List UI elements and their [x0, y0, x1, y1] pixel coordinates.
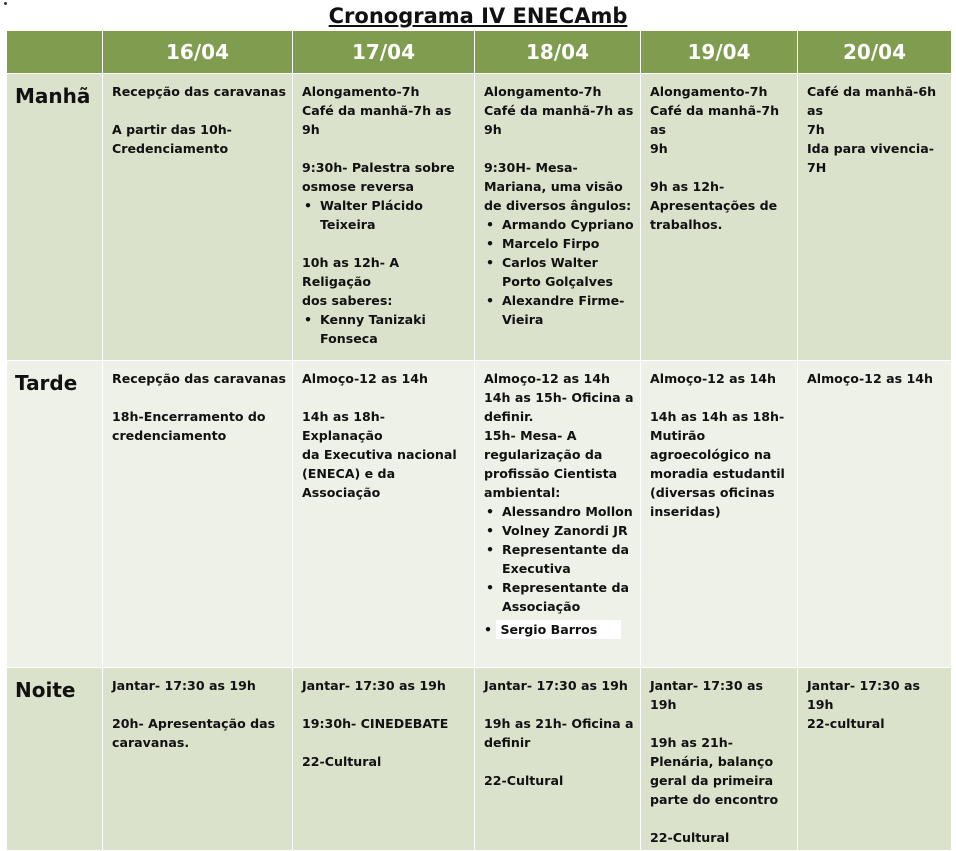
schedule-line: Alongamento-7h: [302, 84, 420, 99]
schedule-line: Recepção das caravanas: [112, 371, 286, 386]
schedule-cell: [475, 668, 641, 851]
schedule-line: osmose reversa: [302, 179, 415, 194]
period-label: Noite: [7, 668, 103, 851]
schedule-cell: [293, 668, 475, 851]
extra-speaker: Sergio Barros: [496, 620, 621, 639]
schedule-line: caravanas.: [112, 735, 190, 750]
speaker-item: • Walter Plácido Teixeira: [302, 196, 468, 234]
schedule-line: 9h as 12h-: [650, 179, 725, 194]
speaker-item: • Marcelo Firpo: [484, 234, 634, 253]
schedule-cell: [798, 668, 952, 851]
schedule-line: 22-Cultural: [302, 754, 382, 769]
schedule-line: Recepção das caravanas: [112, 84, 286, 99]
schedule-cell: [103, 668, 293, 851]
schedule-line: 20h- Apresentação das: [112, 716, 276, 731]
schedule-line: [302, 733, 468, 752]
schedule-line: Almoço-12 as 14h: [484, 371, 610, 386]
schedule-line: [650, 714, 791, 733]
schedule-line: 15h- Mesa- A: [484, 428, 577, 443]
schedule-line: 14h as 15h- Oficina a: [484, 390, 634, 405]
schedule-line: 19:30h- CINEDEBATE: [302, 716, 449, 731]
schedule-line: profissão Cientista: [484, 466, 618, 481]
schedule-cell: [293, 74, 475, 361]
day-header: 16/04: [103, 31, 293, 74]
schedule-line: (ENECA) e da Associação: [302, 466, 396, 500]
schedule-line: Jantar- 17:30 as 19h: [807, 678, 920, 712]
schedule-line: [302, 388, 468, 407]
schedule-line: [484, 695, 634, 714]
schedule-line: [650, 809, 791, 828]
schedule-line: ambiental:: [484, 485, 561, 500]
speaker-list: [302, 310, 468, 348]
schedule-cell: [641, 74, 798, 361]
schedule-line: [302, 695, 468, 714]
schedule-line: de diversos ângulos:: [484, 198, 632, 213]
schedule-cell: [798, 361, 952, 668]
day-header: 17/04: [293, 31, 475, 74]
schedule-line: Café da manhã-7h as: [484, 103, 634, 118]
schedule-line: Almoço-12 as 14h: [302, 371, 428, 386]
schedule-line: parte do encontro: [650, 792, 779, 807]
speaker-item: • Alessandro Mollon: [484, 502, 634, 521]
schedule-line: 9h: [650, 141, 668, 156]
schedule-line: regularização da: [484, 447, 603, 462]
schedule-cell: [641, 361, 798, 668]
schedule-table: [6, 30, 952, 851]
schedule-line: geral da primeira: [650, 773, 774, 788]
schedule-line: [112, 695, 286, 714]
schedule-row: [7, 74, 952, 361]
speaker-item: • Kenny Tanizaki Fonseca: [302, 310, 468, 348]
schedule-line: A partir das 10h-: [112, 122, 232, 137]
schedule-line: Alongamento-7h: [484, 84, 602, 99]
speaker-item: • Representante da Executiva: [484, 540, 634, 578]
period-label: Manhã: [7, 74, 103, 361]
schedule-line: 9:30H- Mesa-: [484, 160, 578, 175]
day-header: 19/04: [641, 31, 798, 74]
schedule-line: Café da manhã-6h as: [807, 84, 937, 118]
speaker-item: • Volney Zanordi JR: [484, 521, 634, 540]
schedule-line: 14h as 18h- Explanação: [302, 409, 385, 443]
schedule-row: [7, 668, 952, 851]
speaker-list: [302, 196, 468, 234]
day-header: 20/04: [798, 31, 952, 74]
schedule-line: Plenária, balanço: [650, 754, 774, 769]
schedule-line: trabalhos.: [650, 217, 723, 232]
schedule-line: Jantar- 17:30 as 19h: [112, 678, 256, 693]
schedule-line: [302, 139, 468, 158]
schedule-line: 10h as 12h- A Religação: [302, 255, 400, 289]
schedule-cell: [103, 361, 293, 668]
schedule-line: [112, 101, 286, 120]
schedule-line: 14h as 14h as 18h-: [650, 409, 785, 424]
schedule-line: [650, 158, 791, 177]
schedule-line: moradia estudantil: [650, 466, 785, 481]
schedule-line: Jantar- 17:30 as 19h: [302, 678, 446, 693]
page-title: Cronograma IV ENECAmb: [328, 4, 628, 28]
schedule-cell: [798, 74, 952, 361]
schedule-line: Café da manhã-7h as: [650, 103, 780, 137]
schedule-line: 7H: [807, 160, 827, 175]
schedule-line: definir: [484, 735, 531, 750]
schedule-line: da Executiva nacional: [302, 447, 457, 462]
schedule-line: Jantar- 17:30 as 19h: [650, 678, 763, 712]
speaker-item: • Representante da Associação: [484, 578, 634, 616]
schedule-line: [484, 752, 634, 771]
schedule-line: Mariana, uma visão: [484, 179, 623, 194]
schedule-line: 19h as 21h-: [650, 735, 733, 750]
schedule-line: Almoço-12 as 14h: [650, 371, 776, 386]
schedule-line: (diversas oficinas: [650, 485, 775, 500]
schedule-cell: [103, 74, 293, 361]
schedule-line: [650, 388, 791, 407]
schedule-line: 22-Cultural: [484, 773, 564, 788]
speaker-item: • Armando Cypriano: [484, 215, 634, 234]
schedule-line: Café da manhã-7h as 9h: [302, 103, 452, 137]
schedule-line: [484, 139, 634, 158]
schedule-cell: [293, 361, 475, 668]
schedule-line: 9:30h- Palestra sobre: [302, 160, 455, 175]
schedule-line: dos saberes:: [302, 293, 393, 308]
schedule-cell: [641, 668, 798, 851]
schedule-line: definir.: [484, 409, 534, 424]
schedule-line: Credenciamento: [112, 141, 229, 156]
schedule-line: 9h: [484, 122, 502, 137]
schedule-line: agroecológico na: [650, 447, 772, 462]
schedule-line: Almoço-12 as 14h: [807, 371, 933, 386]
speaker-item: • Alexandre Firme-Vieira: [484, 291, 634, 329]
schedule-line: 19h as 21h- Oficina a: [484, 716, 634, 731]
speaker-list: [484, 502, 634, 616]
schedule-line: [302, 234, 468, 253]
schedule-line: Alongamento-7h: [650, 84, 768, 99]
schedule-line: 7h: [807, 122, 825, 137]
schedule-line: Ida para vivencia-: [807, 141, 934, 156]
schedule-cell: [475, 74, 641, 361]
day-header: 18/04: [475, 31, 641, 74]
schedule-line: [112, 388, 286, 407]
schedule-line: Mutirão: [650, 428, 706, 443]
schedule-line: Apresentações de: [650, 198, 778, 213]
speaker-item: • Carlos Walter Porto Golçalves: [484, 253, 634, 291]
schedule-line: 18h-Encerramento do: [112, 409, 266, 424]
schedule-line: Jantar- 17:30 as 19h: [484, 678, 628, 693]
schedule-cell: Almoço-12 as 14h 14h as 15h- Oficina a definir. 15h- Mesa- A regularização da profissão Cientista ambiental: • Alessandro Mollon • Volney Zanordi JR • Representante da Executiva • Representante da Associação • Sergio Barros: [475, 361, 641, 668]
schedule-line: credenciamento: [112, 428, 227, 443]
schedule-line: 22-cultural: [807, 716, 885, 731]
schedule-row: [7, 361, 952, 668]
header-row: [7, 31, 952, 74]
schedule-line: 22-Cultural: [650, 830, 730, 845]
schedule-line: inseridas): [650, 504, 721, 519]
corner-header: [7, 31, 103, 74]
speaker-list: [484, 215, 634, 329]
period-label: Tarde: [7, 361, 103, 668]
